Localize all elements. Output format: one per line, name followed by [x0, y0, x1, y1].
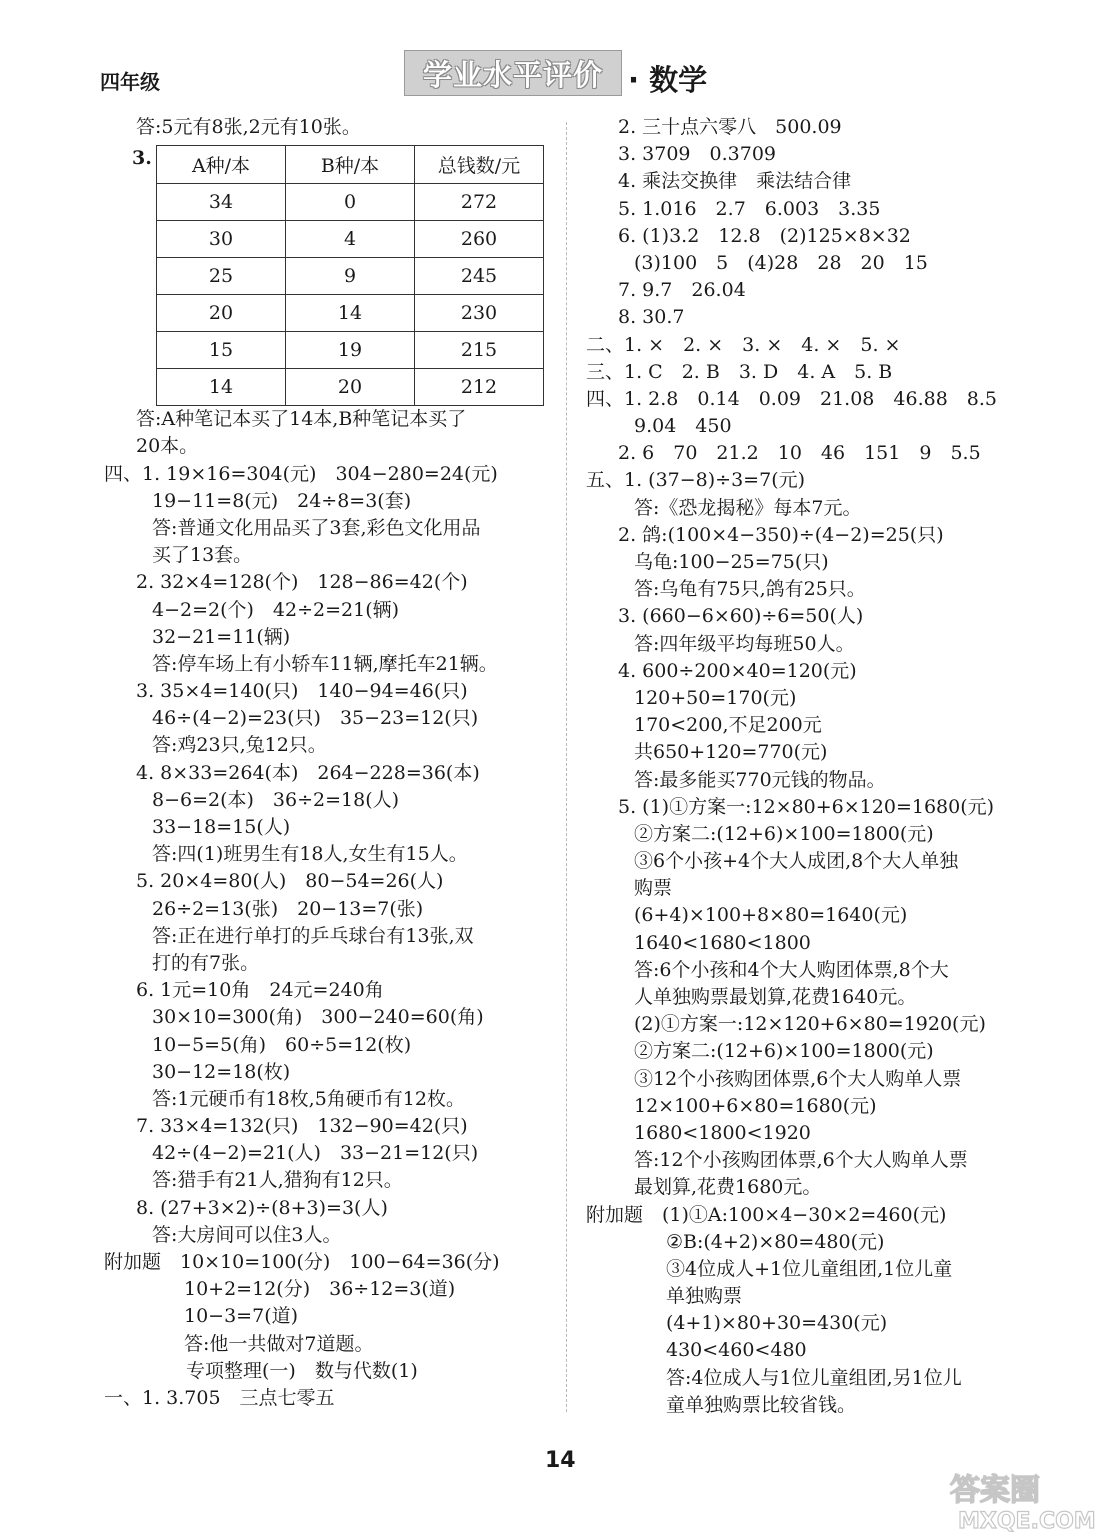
answer-line: 3. 35×4=140(只) 140−94=46(只) — [136, 680, 468, 703]
answer-line: 答:6个小孩和4个大人购团体票,8个大 — [634, 958, 949, 981]
watermark-logo — [944, 1468, 1114, 1534]
answer-line: 2. 6 70 21.2 10 46 151 9 5.5 — [618, 442, 981, 465]
answer-line: 最划算,花费1680元。 — [634, 1176, 822, 1199]
table-cell: 215 — [415, 332, 544, 369]
answer-line: 8−6=2(本) 36÷2=18(人) — [152, 788, 400, 811]
answer-line: 答:最多能买770元钱的物品。 — [634, 768, 886, 791]
answer-line: 人单独购票最划算,花费1640元。 — [634, 986, 917, 1008]
answer-line: 答:猎手有21人,猎狗有12只。 — [152, 1169, 403, 1192]
table-cell: 14 — [157, 369, 286, 406]
answer-line: 2. 三十点六零八 500.09 — [618, 116, 842, 138]
answer-line: 答:鸡23只,兔12只。 — [152, 734, 327, 757]
answer-line: 12×100+6×80=1680(元) — [634, 1094, 877, 1117]
answer-line: 30×10=300(角) 300−240=60(角) — [152, 1006, 484, 1029]
answer-line: 答:5元有8张,2元有10张。 — [136, 116, 361, 138]
table-cell: 230 — [415, 295, 544, 332]
answer-line: 32−21=11(辆) — [152, 625, 291, 648]
answer-line: 答:4位成人与1位儿童组团,另1位儿 — [666, 1366, 962, 1389]
table-row — [157, 221, 544, 258]
answer-line: ②方案二:(12+6)×100=1800(元) — [634, 822, 934, 845]
answer-line: 答:四年级平均每班50人。 — [634, 632, 855, 655]
table-cell: 272 — [415, 184, 544, 221]
table-row — [157, 184, 544, 221]
table-cell: 25 — [157, 258, 286, 295]
answer-line: 答:A种笔记本买了14本,B种笔记本买了 — [136, 408, 467, 431]
answer-line: 30−12=18(枚) — [152, 1060, 291, 1083]
answer-line: 答:1元硬币有18枚,5角硬币有12枚。 — [152, 1087, 465, 1110]
left-column — [104, 114, 556, 1412]
left-answer-lines — [104, 406, 556, 1412]
answer-line: ②方案二:(12+6)×100=1800(元) — [634, 1040, 934, 1063]
answer-line: 二、1. × 2. × 3. × 4. × 5. × — [586, 333, 901, 356]
table-header-cell: A种/本 — [157, 146, 286, 184]
grade-label: 四年级 — [100, 70, 160, 94]
answer-table-block — [104, 141, 556, 406]
table-row — [157, 295, 544, 332]
question-number: 3. — [132, 147, 152, 170]
answer-line: ②B:(4+2)×80=480(元) — [666, 1230, 885, 1253]
answer-line: 8. (27+3×2)÷(8+3)=3(人) — [136, 1196, 388, 1219]
table-cell: 20 — [286, 369, 415, 406]
answer-line: 答:大房间可以住3人。 — [152, 1223, 342, 1246]
answer-line: 26÷2=13(张) 20−13=7(张) — [152, 897, 424, 920]
answer-line: 答:四(1)班男生有18人,女生有15人。 — [152, 843, 468, 866]
subject-label: · 数学 — [628, 63, 708, 97]
table-cell: 20 — [157, 295, 286, 332]
answer-line: 1640<1680<1800 — [634, 931, 811, 954]
table-header-row — [157, 146, 544, 184]
answer-line: 答:他一共做对7道题。 — [184, 1332, 374, 1355]
answer-line: 5. 1.016 2.7 6.003 3.35 — [618, 197, 881, 220]
answer-line: (3)100 5 (4)28 28 20 15 — [634, 251, 928, 274]
answer-line: 4−2=2(个) 42÷2=21(辆) — [152, 598, 400, 621]
answer-line: 8. 30.7 — [618, 306, 685, 329]
title-banner: 学业水平评价 — [404, 50, 622, 96]
right-answer-lines — [586, 114, 1046, 1419]
column-divider — [566, 122, 567, 1412]
answer-line: 20本。 — [136, 435, 199, 458]
table-cell: 34 — [157, 184, 286, 221]
answer-line: 6. (1)3.2 12.8 (2)125×8×32 — [618, 224, 911, 247]
answer-line: 共650+120=770(元) — [634, 741, 828, 764]
answer-line: 打的有7张。 — [152, 951, 260, 974]
answer-line: 42÷(4−2)=21(人) 33−21=12(只) — [152, 1142, 479, 1165]
answer-line: 4. 乘法交换律 乘法结合律 — [618, 170, 852, 193]
table-cell: 245 — [415, 258, 544, 295]
answer-line: 购票 — [634, 877, 673, 900]
answer-line: 童单独购票比较省钱。 — [666, 1393, 857, 1416]
answer-line: 五、1. (37−8)÷3=7(元) — [586, 469, 806, 492]
svg-text:答案圈: 答案圈 — [950, 1473, 1040, 1508]
answer-table — [156, 145, 544, 406]
answer-line: 答:12个小孩购团体票,6个大人购单人票 — [634, 1149, 968, 1172]
answer-line: 170<200,不足200元 — [634, 714, 822, 737]
table-header-cell: 总钱数/元 — [415, 146, 544, 184]
answer-line: 3. 3709 0.3709 — [618, 143, 777, 166]
answer-line: 买了13套。 — [152, 544, 253, 567]
page-number: 14 — [545, 1448, 576, 1473]
answer-line: ③6个小孩+4个大人成团,8个大人单独 — [634, 850, 959, 873]
table-cell: 19 — [286, 332, 415, 369]
answer-line: 10−3=7(道) — [184, 1305, 299, 1328]
right-column — [586, 114, 1046, 1419]
answer-line: 6. 1元=10角 24元=240角 — [136, 979, 384, 1002]
answer-line: (4+1)×80+30=430(元) — [666, 1312, 888, 1335]
answer-line: 19−11=8(元) 24÷8=3(套) — [152, 489, 412, 512]
answer-line: 10−5=5(角) 60÷5=12(枚) — [152, 1033, 412, 1056]
answer-line: 7. 9.7 26.04 — [618, 279, 746, 302]
answer-line: 答:普通文化用品买了3套,彩色文化用品 — [152, 516, 481, 539]
table-row — [157, 369, 544, 406]
table-cell: 0 — [286, 184, 415, 221]
answer-line: 答:停车场上有小轿车11辆,摩托车21辆。 — [152, 652, 498, 675]
table-cell: 15 — [157, 332, 286, 369]
answer-line: 答:《恐龙揭秘》每本7元。 — [634, 496, 862, 519]
answer-line: 答:正在进行单打的乒乓球台有13张,双 — [152, 924, 474, 947]
answer-line: 4. 600÷200×40=120(元) — [618, 659, 857, 682]
answer-line: 一、1. 3.705 三点七零五 — [104, 1386, 335, 1409]
answer-line: 四、1. 19×16=304(元) 304−280=24(元) — [104, 462, 498, 485]
answer-line: (2)①方案一:12×120+6×80=1920(元) — [634, 1013, 986, 1036]
answer-line: 4. 8×33=264(本) 264−228=36(本) — [136, 761, 480, 784]
answer-line: 答:乌龟有75只,鸽有25只。 — [634, 578, 866, 601]
table-header-cell: B种/本 — [286, 146, 415, 184]
answer-line: 7. 33×4=132(只) 132−90=42(只) — [136, 1115, 468, 1138]
table-cell: 9 — [286, 258, 415, 295]
table-row — [157, 332, 544, 369]
table-cell: 212 — [415, 369, 544, 406]
answer-line: 430<460<480 — [666, 1339, 807, 1362]
table-row — [157, 258, 544, 295]
answer-line: 5. 20×4=80(人) 80−54=26(人) — [136, 870, 444, 893]
answer-line: 120+50=170(元) — [634, 686, 797, 709]
answer-line: 附加题 (1)①A:100×4−30×2=460(元) — [586, 1203, 947, 1226]
answer-line: 附加题 10×10=100(分) 100−64=36(分) — [104, 1251, 500, 1273]
answer-line: ③4位成人+1位儿童组团,1位儿童 — [666, 1257, 953, 1280]
table-cell: 260 — [415, 221, 544, 258]
answer-line: 5. (1)①方案一:12×80+6×120=1680(元) — [618, 795, 995, 818]
answer-line: 46÷(4−2)=23(只) 35−23=12(只) — [152, 707, 479, 730]
answer-line: 专项整理(一) 数与代数(1) — [186, 1359, 418, 1382]
answer-line: 3. (660−6×60)÷6=50(人) — [618, 605, 864, 628]
answer-line: 2. 32×4=128(个) 128−86=42(个) — [136, 571, 468, 594]
answer-line: 2. 鸽:(100×4−350)÷(4−2)=25(只) — [618, 523, 944, 546]
table-cell: 4 — [286, 221, 415, 258]
table-cell: 14 — [286, 295, 415, 332]
answer-line: 单独购票 — [666, 1285, 743, 1308]
table-cell: 30 — [157, 221, 286, 258]
answer-line: 四、1. 2.8 0.14 0.09 21.08 46.88 8.5 — [586, 387, 997, 410]
answer-line: 1680<1800<1920 — [634, 1121, 811, 1144]
answer-line: 9.04 450 — [634, 415, 732, 438]
answer-line: 33−18=15(人) — [152, 816, 291, 838]
svg-text:MXQE.COM: MXQE.COM — [958, 1509, 1096, 1534]
answer-line: 乌龟:100−25=75(只) — [634, 551, 829, 573]
answer-line: ③12个小孩购团体票,6个大人购单人票 — [634, 1067, 962, 1090]
answer-line: 10+2=12(分) 36÷12=3(道) — [184, 1278, 456, 1301]
answer-line: 三、1. C 2. B 3. D 4. A 5. B — [586, 360, 893, 383]
answer-line: (6+4)×100+8×80=1640(元) — [634, 904, 908, 927]
